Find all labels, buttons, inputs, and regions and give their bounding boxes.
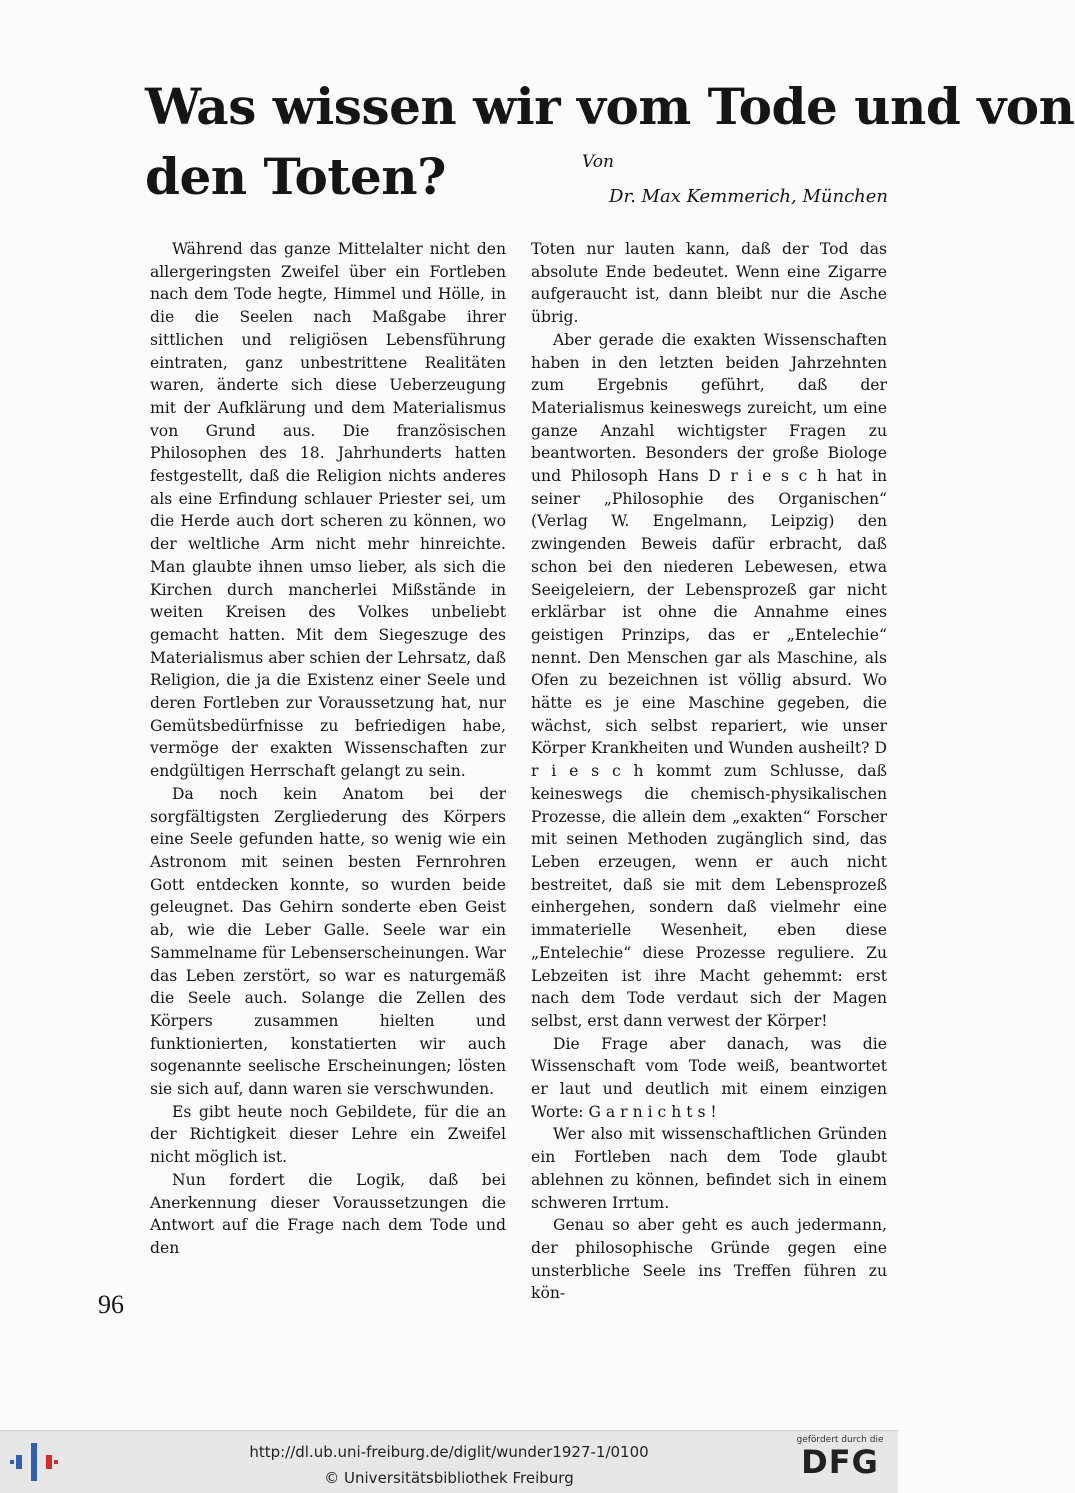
title-line-1: Was wissen wir vom Tode und von [145,77,1075,136]
viewer-footer [0,1430,898,1493]
paragraph-continuation: Toten nur lauten kann, daß der Tod das absolute Ende bedeutet. Wenn eine Zigarre aufgeraucht ist, dann bleibt nur die Asche übrig. [531,240,887,327]
paragraph: Wer also mit wissenschaftlichen Gründen ein Fortleben nach dem Tode glaubt ablehnen zu können, befindet sich in einem schweren Irrtum. [531,1125,887,1212]
left-column [150,238,506,1260]
paragraph: Aber gerade die exakten Wissenschaften haben in den letzten beiden Jahrzehnten zum Ergebnis geführt, daß der Materialismus keineswegs zureicht, um eine ganze Anzahl wichtigster Fragen zu beantworten. Besonders der große Biologe und Philosoph Hans D r i e s c h hat in seiner „Philosophie des Organischen“ (Verlag W. Engelmann, Leipzig) den zwingenden Beweis dafür erbracht, daß schon bei den niederen Lebewesen, etwa Seeigeleiern, der Lebensprozeß gar nicht erklärbar ist ohne die Annahme eines geistigen Prinzips, das er „Entelechie“ nennt. Den Menschen gar als Maschine, als Ofen zu bezeichnen ist völlig absurd. Wo hätte es je eine Maschine gegeben, die wächst, sich selbst repariert, wie unser Körper Krankheiten und Wunden ausheilt? D r i e s c h kommt zum Schlusse, daß keineswegs die chemisch-physikalischen Prozesse, die allein dem „exakten“ Forscher mit seinen Methoden zugänglich sind, das Leben erzeugen, wenn er auch nicht bestreitet, daß sie mit dem Lebensprozeß einhergehen, sondern daß vielmehr eine immaterielle Wesenheit, eben diese „Entelechie“ diese Prozesse reguliere. Zu Lebzeiten ist ihre Macht gehemmt: erst nach dem Tode verdaut sich der Magen selbst, erst dann verwest der Körper! [531,330,887,1030]
title-line-2: den Toten? [145,147,446,206]
paragraph: Während das ganze Mittelalter nicht den allergeringsten Zweifel über ein Fortleben nach dem Tode hegte, Himmel und Hölle, in die die Seelen nach Maßgabe ihrer sittlichen und religiösen Lebensführung eintraten, ganz unbestrittene Realitäten waren, änderte sich diese Ueberzeugung mit der Aufklärung und dem Materialismus von Grund aus. Die französischen Philosophen des 18. Jahrhunderts hatten festgestellt, daß die Religion nichts anderes als eine Erfindung schlauer Priester sei, um die Herde auch dort scheren zu können, wo der weltliche Arm nicht mehr hinreichte. Man glaubte ihnen umso lieber, als sich die Kirchen durch mancherlei Mißstände in weiten Kreisen des Volkes unbeliebt gemacht hatten. Mit dem Siegeszuge des Materialismus aber schien der Lehrsatz, daß Religion, die ja die Existenz einer Seele und deren Fortleben zur Voraussetzung hat, nur Gemütsbedürfnisse zu befriedigen habe, vermöge der exakten Wissenschaften zur endgültigen Herrschaft gelangt zu sein. [150,240,506,781]
copyright-notice: © Universitätsbibliothek Freiburg [324,1469,574,1487]
byline-von: Von [582,152,614,172]
sponsor-caption: gefördert durch die [796,1435,884,1445]
dfg-logo-icon: DFG [801,1443,879,1481]
paragraph: Es gibt heute noch Gebildete, für die an der Richtigkeit dieser Lehre ein Zweifel nicht möglich ist. [150,1102,506,1167]
paragraph: Die Frage aber danach, was die Wissenschaft vom Tode weiß, beantwortet er laut und deutlich mit einem einzigen Worte: G a r n i c h t s ! [531,1034,887,1121]
paragraph: Da noch kein Anatom bei der sorgfältigsten Zergliederung des Körpers eine Seele gefunden hatte, so wenig wie ein Astronom mit seinen besten Fernrohren Gott entdecken konnte, so wurden beide geleugnet. Das Gehirn sonderte eben Geist ab, wie die Leber Galle. Seele war ein Sammelname für Lebenserscheinungen. War das Leben zerstört, so war es naturgemäß die Seele auch. Solange die Zellen des Körpers zusammen hielten und funktionierten, konstatierten wir auch sogenannte seelische Erscheinungen; lösten sie sich auf, dann waren sie verschwunden. [150,784,506,1099]
page-number: 96 [98,1290,124,1319]
dfg-sponsor [792,1435,888,1479]
right-column [531,238,887,1305]
permalink-url[interactable]: http://dl.ub.uni-freiburg.de/diglit/wunder1927-1/0100 [249,1443,649,1461]
paragraph: Nun fordert die Logik, daß bei Anerkennung dieser Voraussetzungen die Antwort auf die Frage nach dem Tode und den [150,1170,506,1257]
paragraph: Genau so aber geht es auch jedermann, der philosophische Gründe gegen eine unsterbliche Seele ins Treffen führen zu kön- [531,1216,887,1303]
byline-author: Dr. Max Kemmerich, München [609,186,888,207]
